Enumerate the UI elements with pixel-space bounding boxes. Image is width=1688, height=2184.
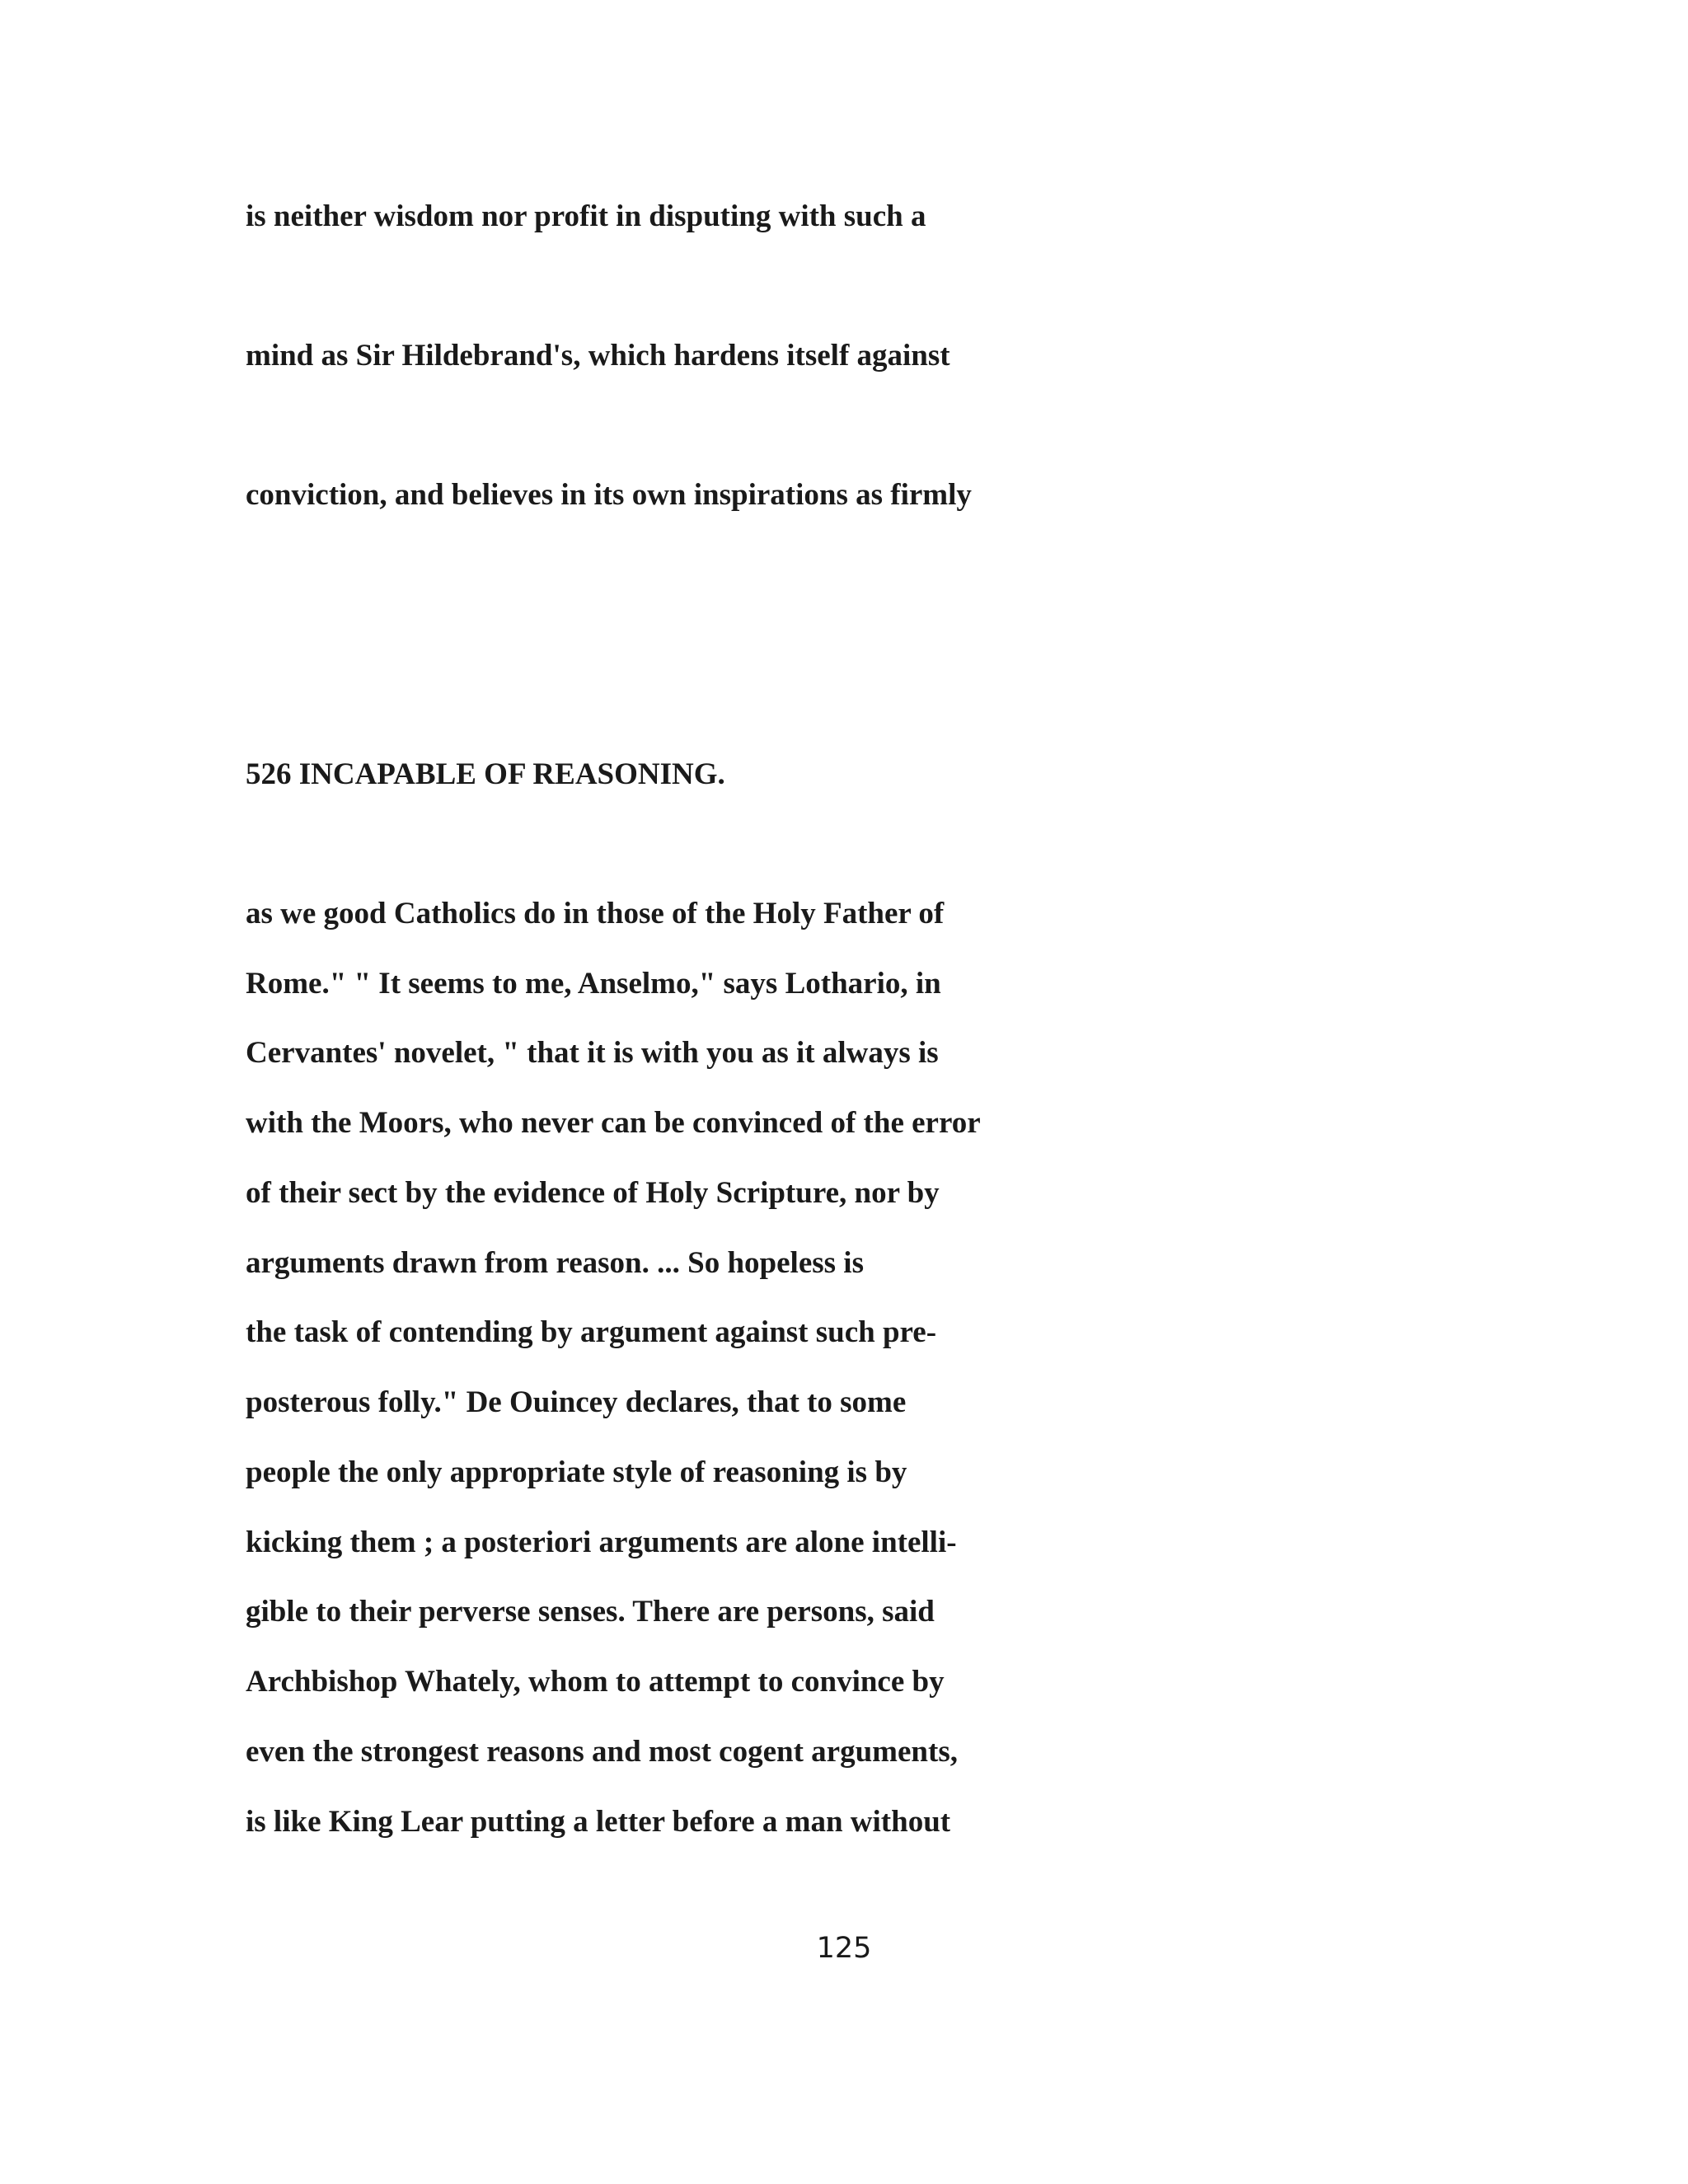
- text-line: with the Moors, who never can be convinced of the error: [246, 1106, 981, 1140]
- text-line: conviction, and believes in its own inspirations as firmly: [246, 478, 972, 512]
- text-line: posterous folly." De Ouincey declares, that to some: [246, 1385, 907, 1419]
- text-line: people the only appropriate style of reasoning is by: [246, 1455, 907, 1489]
- text-line: is like King Lear putting a letter before a man without: [246, 1805, 951, 1839]
- text-line: Archbishop Whately, whom to attempt to convince by: [246, 1665, 945, 1699]
- text-line: as we good Catholics do in those of the Holy Father of: [246, 897, 945, 930]
- text-line: the task of contending by argument against such pre-: [246, 1315, 937, 1349]
- text-line: gible to their perverse senses. There are persons, said: [246, 1595, 935, 1629]
- text-line: mind as Sir Hildebrand's, which hardens itself against: [246, 339, 950, 373]
- text-line: even the strongest reasons and most cogent arguments,: [246, 1735, 958, 1769]
- text-line: of their sect by the evidence of Holy Scripture, nor by: [246, 1176, 940, 1210]
- text-line: Cervantes' novelet, " that it is with you as it always is: [246, 1036, 939, 1070]
- text-line: arguments drawn from reason. ... So hopeless is: [246, 1246, 864, 1280]
- text-line: kicking them ; a posteriori arguments are alone intelli-: [246, 1526, 957, 1559]
- text-line: Rome." " It seems to me, Anselmo," says Lothario, in: [246, 967, 941, 1001]
- text-line: is neither wisdom nor profit in disputing with such a: [246, 199, 926, 233]
- running-header: 526 INCAPABLE OF REASONING.: [246, 757, 725, 791]
- page-number: 125: [816, 1932, 872, 1965]
